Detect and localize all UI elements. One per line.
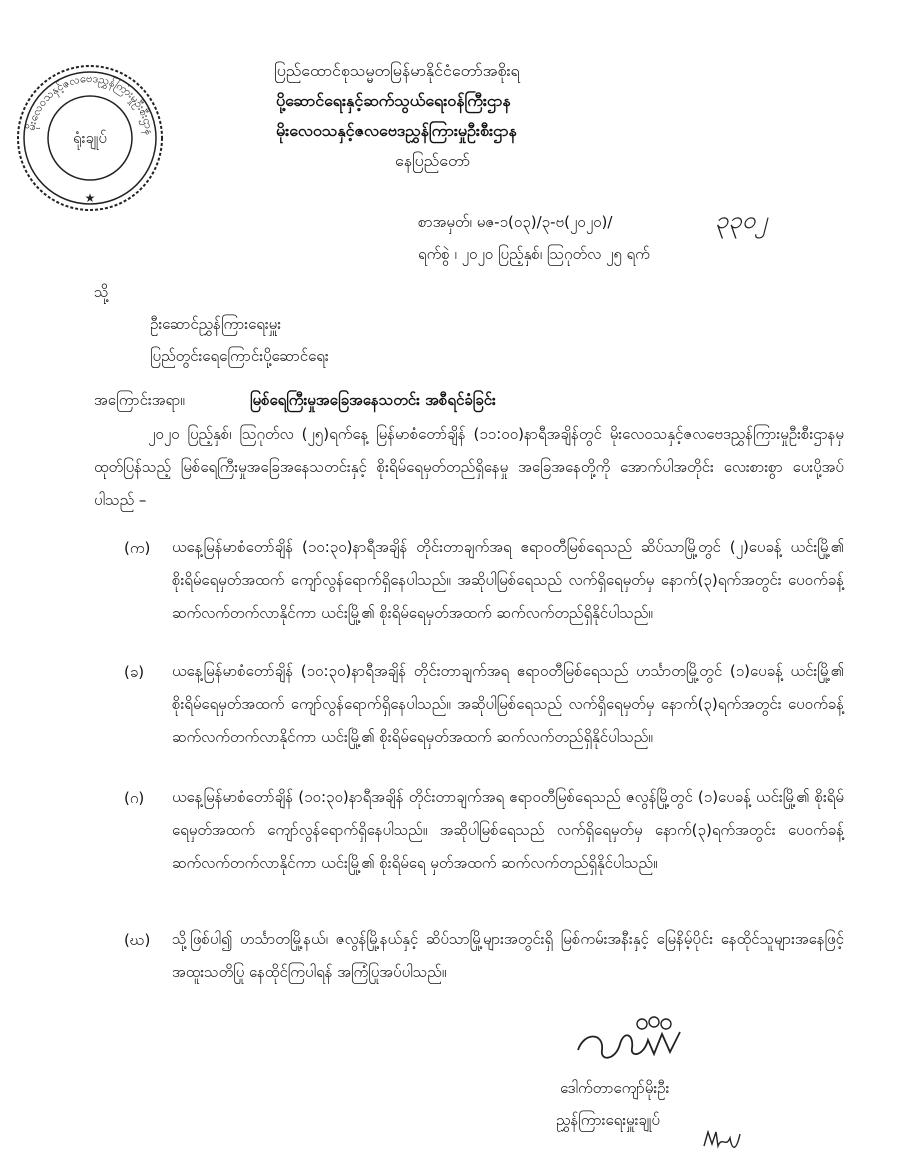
item-number: (က) (124, 539, 151, 557)
signatory-title: ညွှန်ကြားရေးမှူးချုပ် (556, 1111, 660, 1129)
recipient-org: ပြည်တွင်းရေကြောင်းပို့ဆောင်ရေး (150, 347, 329, 365)
seal-star-icon: ★ (84, 191, 96, 205)
seal-ring-text: မိုးလေဝသနှင့်ဇလဗေဒညွှန်ကြားမှုဦးစီးဌာန (24, 71, 156, 136)
subject-label: အကြောင်းအရာ။ (94, 391, 185, 409)
office-seal (14, 62, 166, 214)
item-paragraph: ယနေ့မြန်မာစံတော်ချိန် (၁၀:၃၀)နာရီအချိန် တိုင်းတာချက်အရ ဧရာဝတီမြစ်ရေသည် ဇလွန်မြို့တွင် (၁)ပေခန့် ယင်းမြို့၏ စိုးရိမ်ရေမှတ်အထက် ကျော်လွန်ရောက်ရှိနေပါသည်။ အဆိုပါမြစ်ရေသည် လက်ရှိရေမှတ်မှ နောက်(၃)ရက်အတွင်း ပေ၀က်ခန့် ဆက်လက်တက်လာနိုင်ကာ ယင်းမြို့၏ စိုးရိမ်ရေ မှတ်အထက် ဆက်လက်တည်ရှိနိုင်ပါသည်။ (172, 788, 844, 872)
reference-label: စာအမှတ်၊ မဇ-၁(၀၃)/၃-ဗ(၂၀၂၀)/ (418, 213, 613, 231)
item-paragraph: သို့ဖြစ်ပါ၍ ဟင်္သာတမြို့နယ်၊ ဇလွန်မြို့နယ်နှင့် ဆိပ်သာမြို့များအတွင်းရှိ မြစ်ကမ်းအနီးနှင့် မြေနိမ့်ပိုင်း နေထိုင်သူများအနေဖြင့် အထူးသတိပြု နေထိုင်ကြပါရန် အကြံပြုအပ်ပါသည်။ (172, 930, 844, 981)
reference-number: ၃၃၀၂ (715, 206, 768, 234)
header-ministry: ပို့ဆောင်ရေးနှင့်ဆက်သွယ်ရေးဝန်ကြီးဌာန (276, 91, 511, 110)
seal-center-text: ရုံးချုပ် (73, 129, 107, 147)
item-number: (ဂ) (124, 789, 145, 807)
subject-text: မြစ်ရေကြီးမှုအခြေအနေသတင်း အစီရင်ခံခြင်း (250, 391, 496, 409)
signature-scribble (570, 1010, 690, 1070)
header-city: နေပြည်တော် (395, 151, 471, 170)
signatory-name: ဒေါက်တာကျော်မိုးဦး (560, 1079, 670, 1097)
signature-initials (702, 1126, 742, 1158)
recipient-to: သို့ (94, 283, 109, 301)
header-government: ပြည်ထောင်စုသမ္မတမြန်မာနိုင်ငံတော်အစိုးရ (274, 61, 520, 80)
item-paragraph: ယနေ့မြန်မာစံတော်ချိန် (၁၀:၃၀)နာရီအချိန် တိုင်းတာချက်အရ ဧရာဝတီမြစ်ရေသည် ဟင်္သာတမြို့တွင် (၁)ပေခန့် ယင်းမြို့၏ စိုးရိမ်ရေမှတ်အထက် ကျော်လွန်ရောက်ရှိနေပါသည်။ အဆိုပါမြစ်ရေသည် လက်ရှိရေမှတ်မှ နောက်(၃)ရက်အတွင်း ပေ၀က်ခန့် ဆက်လက်တက်လာနိုင်ကာ ယင်းမြို့၏ စိုးရိမ်ရေမှတ်အထက် ဆက်လက်တည်ရှိနိုင်ပါသည်။ (172, 662, 844, 746)
intro-paragraph: ၂၀၂၀ ပြည့်နှစ်၊ ဩဂုတ်လ (၂၅)ရက်နေ့ မြန်မာစံတော်ချိန် (၁၁:၀၀)နာရီအချိန်တွင် မိုးလေဝသနှင့်ဇလဗေဒညွှန်ကြားမှုဦးစီးဌာနမှ ထုတ်ပြန်သည့် မြစ်ရေကြီးမှုအခြေအနေသတင်းနှင့် စိုးရိမ်ရေမှတ်တည်ရှိနေမှု အခြေအနေတို့ကို အောက်ပါအတိုင်း လေးစားစွာ ပေးပို့အပ်ပါသည် – (94, 425, 844, 509)
item-number: (ခ) (124, 663, 145, 681)
recipient-title: ဦးဆောင်ညွှန်ကြားရေးမှူး (150, 315, 282, 333)
item-paragraph: ယနေ့မြန်မာစံတော်ချိန် (၁၀:၃၀)နာရီအချိန် တိုင်းတာချက်အရ ဧရာဝတီမြစ်ရေသည် ဆိပ်သာမြို့တွင် (၂)ပေခန့် ယင်းမြို့၏ စိုးရိမ်ရေမှတ်အထက် ကျော်လွန်ရောက်ရှိနေပါသည်။ အဆိုပါမြစ်ရေသည် လက်ရှိရေမှတ်မှ နောက်(၃)ရက်အတွင်း ပေ၀က်ခန့် ဆက်လက်တက်လာနိုင်ကာ ယင်းမြို့၏ စိုးရိမ်ရေမှတ်အထက် ဆက်လက်တည်ရှိနိုင်ပါသည်။ (172, 538, 844, 622)
item-number: (ဃ) (124, 931, 151, 949)
reference-date: ရက်စွဲ ၊ ၂၀၂၀ ပြည့်နှစ်၊ ဩဂုတ်လ ၂၅ ရက် (418, 245, 650, 263)
header-department: မိုးလေဝသနှင့်ဇလဗေဒညွှန်ကြားမှုဦးစီးဌာန (276, 121, 517, 140)
